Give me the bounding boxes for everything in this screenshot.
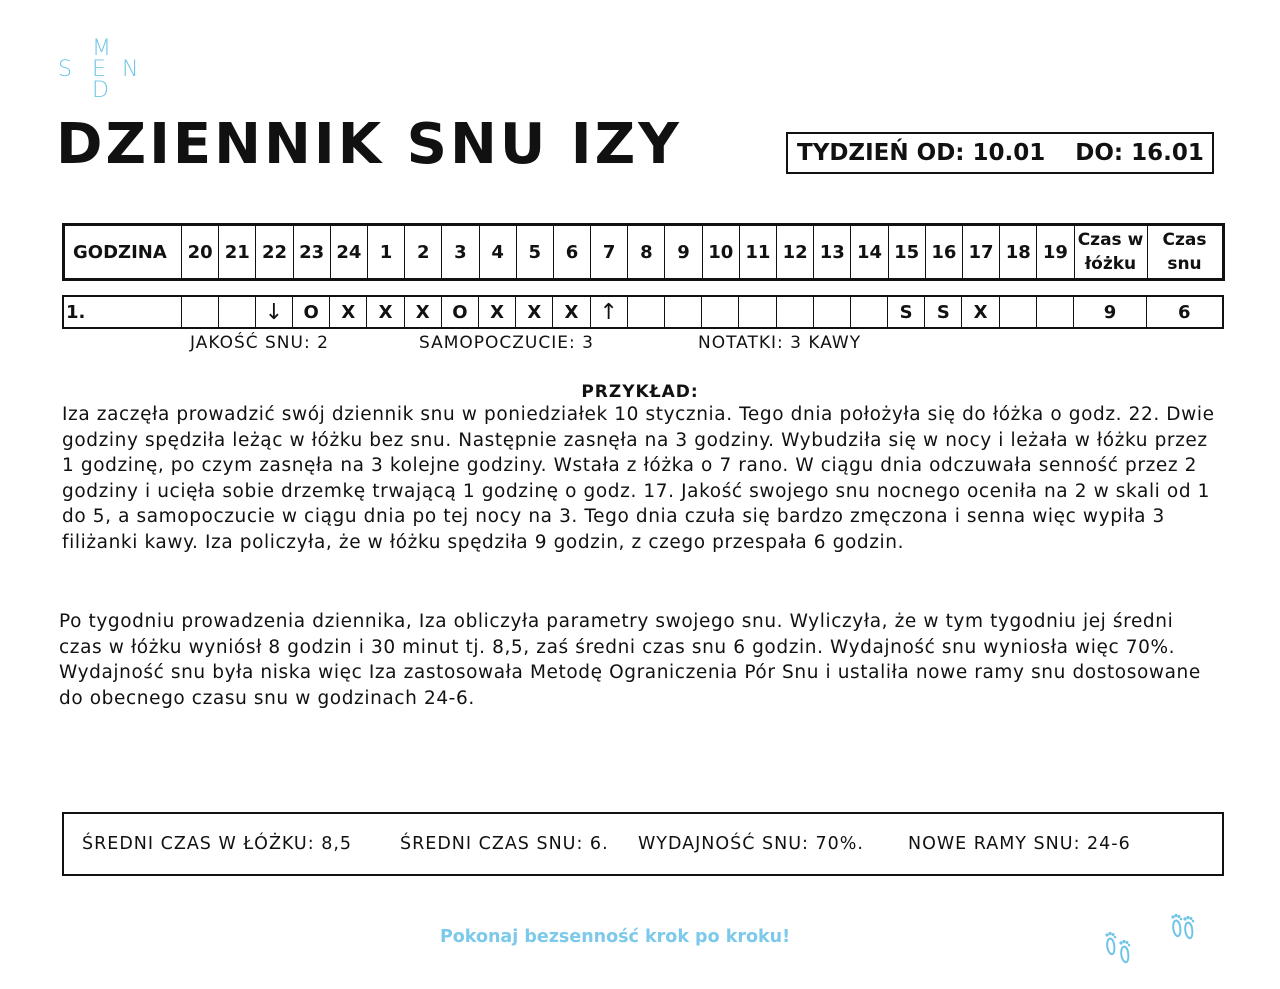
week-to: DO: 16.01 xyxy=(1075,140,1204,166)
sleep-diary-table xyxy=(62,295,1224,329)
hour-header-17: 17 xyxy=(962,225,999,280)
hour-cell-7: ↑ xyxy=(590,296,627,328)
hour-cell-8 xyxy=(627,296,664,328)
week-from: TYDZIEŃ OD: 10.01 xyxy=(797,140,1046,166)
sleep-time-header: Czas snu xyxy=(1147,225,1223,280)
hour-header-4: 4 xyxy=(479,225,516,280)
mood: SAMOPOCZUCIE: 3 xyxy=(419,333,594,353)
hour-header-2: 2 xyxy=(405,225,442,280)
avg-bed-time: ŚREDNI CZAS W ŁÓŻKU: 8,5 xyxy=(82,834,353,854)
sleep-efficiency: WYDAJNOŚĆ SNU: 70%. xyxy=(638,834,864,854)
hour-header-9: 9 xyxy=(665,225,702,280)
hour-cell-13 xyxy=(813,296,850,328)
hour-cell-2: X xyxy=(404,296,441,328)
day-label: 1. xyxy=(63,296,181,328)
avg-sleep-time: ŚREDNI CZAS SNU: 6. xyxy=(400,834,609,854)
example-paragraph-1: Iza zaczęła prowadzić swój dziennik snu w poniedziałek 10 stycznia. Tego dnia położyła się do łóżka o godz. 22. Dwie godziny spędziła leżąc w łóżku bez snu. Następnie zasnęła na 3 godziny. Wybudziła się w nocy i leżała w łóżku przez 1 godzinę, po czym zasnęła na 3 kolejne godziny. Wstała z łóżka o 7 rano. W ciągu dnia odczuwała senność przez 2 godziny i ucięła sobie drzemkę trwającą 1 godzinę o godz. 17. Jakość swojego snu nocnego oceniła na 2 w skali od 1 do 5, a samopoczucie w ciągu dnia po tej nocy na 3. Tego dnia czuła się bardzo zmęczona i senna więc wypiła 3 filiżanki kawy. Iza policzyła, że w łóżku spędziła 9 godzin, z czego przespała 6 godzin. xyxy=(62,404,1215,553)
logo-letter-e: E xyxy=(92,57,106,82)
hour-cell-10 xyxy=(702,296,739,328)
hour-header-7: 7 xyxy=(591,225,628,280)
logo-letter-n: N xyxy=(122,57,139,82)
example-title: PRZYKŁAD: xyxy=(581,382,699,402)
notes: NOTATKI: 3 KAWY xyxy=(698,333,862,353)
hour-cell-9 xyxy=(664,296,701,328)
hour-cell-20 xyxy=(181,296,218,328)
hour-header-23: 23 xyxy=(293,225,330,280)
hour-cell-3: O xyxy=(441,296,478,328)
hour-header-12: 12 xyxy=(777,225,814,280)
hour-header-20: 20 xyxy=(182,225,219,280)
hour-header-18: 18 xyxy=(1000,225,1037,280)
example-paragraph-2: Po tygodniu prowadzenia dziennika, Iza obliczyła parametry swojego snu. Wyliczyła, że w tym tygodniu jej średni czas w łóżku wyniósł 8 godzin i 30 minut tj. 8,5, zaś średni czas snu 6 godzin. Wydajność snu wyniosła więc 70%. Wydajność snu była niska więc Iza zastosowała Metodę Ograniczenia Pór Snu i ustaliła nowe ramy snu dostosowane do obecnego czasu snu w godzinach 24-6. xyxy=(59,611,1201,709)
footprints-icon xyxy=(1102,926,1136,966)
new-sleep-frame: NOWE RAMY SNU: 24-6 xyxy=(908,834,1131,854)
logo-letter-d: D xyxy=(92,78,109,103)
hour-cell-22: ↓ xyxy=(255,296,292,328)
hour-header-13: 13 xyxy=(814,225,851,280)
hour-cell-6: X xyxy=(553,296,590,328)
hour-header-19: 19 xyxy=(1037,225,1074,280)
hour-header-3: 3 xyxy=(442,225,479,280)
hour-header-1: 1 xyxy=(367,225,404,280)
logo-letter-s: S xyxy=(58,57,72,82)
time-in-bed-value: 9 xyxy=(1074,296,1147,328)
logo-letter-m: M xyxy=(92,36,111,61)
time-in-bed-header: Czas w łóżku xyxy=(1074,225,1147,280)
footprints-icon xyxy=(1166,910,1200,950)
hours-header-table xyxy=(62,223,1225,281)
hour-header-15: 15 xyxy=(888,225,925,280)
hour-cell-4: X xyxy=(479,296,516,328)
hour-header-8: 8 xyxy=(628,225,665,280)
hour-header-16: 16 xyxy=(925,225,962,280)
hour-header-21: 21 xyxy=(219,225,256,280)
hour-cell-14 xyxy=(850,296,887,328)
hour-cell-12 xyxy=(776,296,813,328)
hour-header-22: 22 xyxy=(256,225,293,280)
hours-header-row xyxy=(64,225,1224,280)
hour-cell-5: X xyxy=(516,296,553,328)
hour-header-5: 5 xyxy=(516,225,553,280)
hour-cell-17: X xyxy=(962,296,999,328)
hour-header-11: 11 xyxy=(739,225,776,280)
hour-header-14: 14 xyxy=(851,225,888,280)
hour-header-24: 24 xyxy=(330,225,367,280)
hour-cell-18 xyxy=(999,296,1036,328)
table-row xyxy=(63,296,1223,328)
summary-box xyxy=(62,812,1224,876)
hour-cell-15: S xyxy=(888,296,925,328)
hour-cell-21 xyxy=(218,296,255,328)
hour-cell-11 xyxy=(739,296,776,328)
hour-label-header: GODZINA xyxy=(64,225,182,280)
hour-header-6: 6 xyxy=(553,225,590,280)
hour-cell-1: X xyxy=(367,296,404,328)
hour-cell-24: X xyxy=(330,296,367,328)
week-range-box xyxy=(786,132,1214,174)
page-title: DZIENNIK SNU IZY xyxy=(56,112,682,177)
logo xyxy=(56,38,148,102)
hour-cell-23: O xyxy=(293,296,330,328)
sleep-quality: JAKOŚĆ SNU: 2 xyxy=(190,333,329,353)
sleep-time-value: 6 xyxy=(1147,296,1223,328)
hour-cell-19 xyxy=(1036,296,1073,328)
footer-slogan: Pokonaj bezsenność krok po kroku! xyxy=(439,927,791,947)
hour-header-10: 10 xyxy=(702,225,739,280)
hour-cell-16: S xyxy=(925,296,962,328)
